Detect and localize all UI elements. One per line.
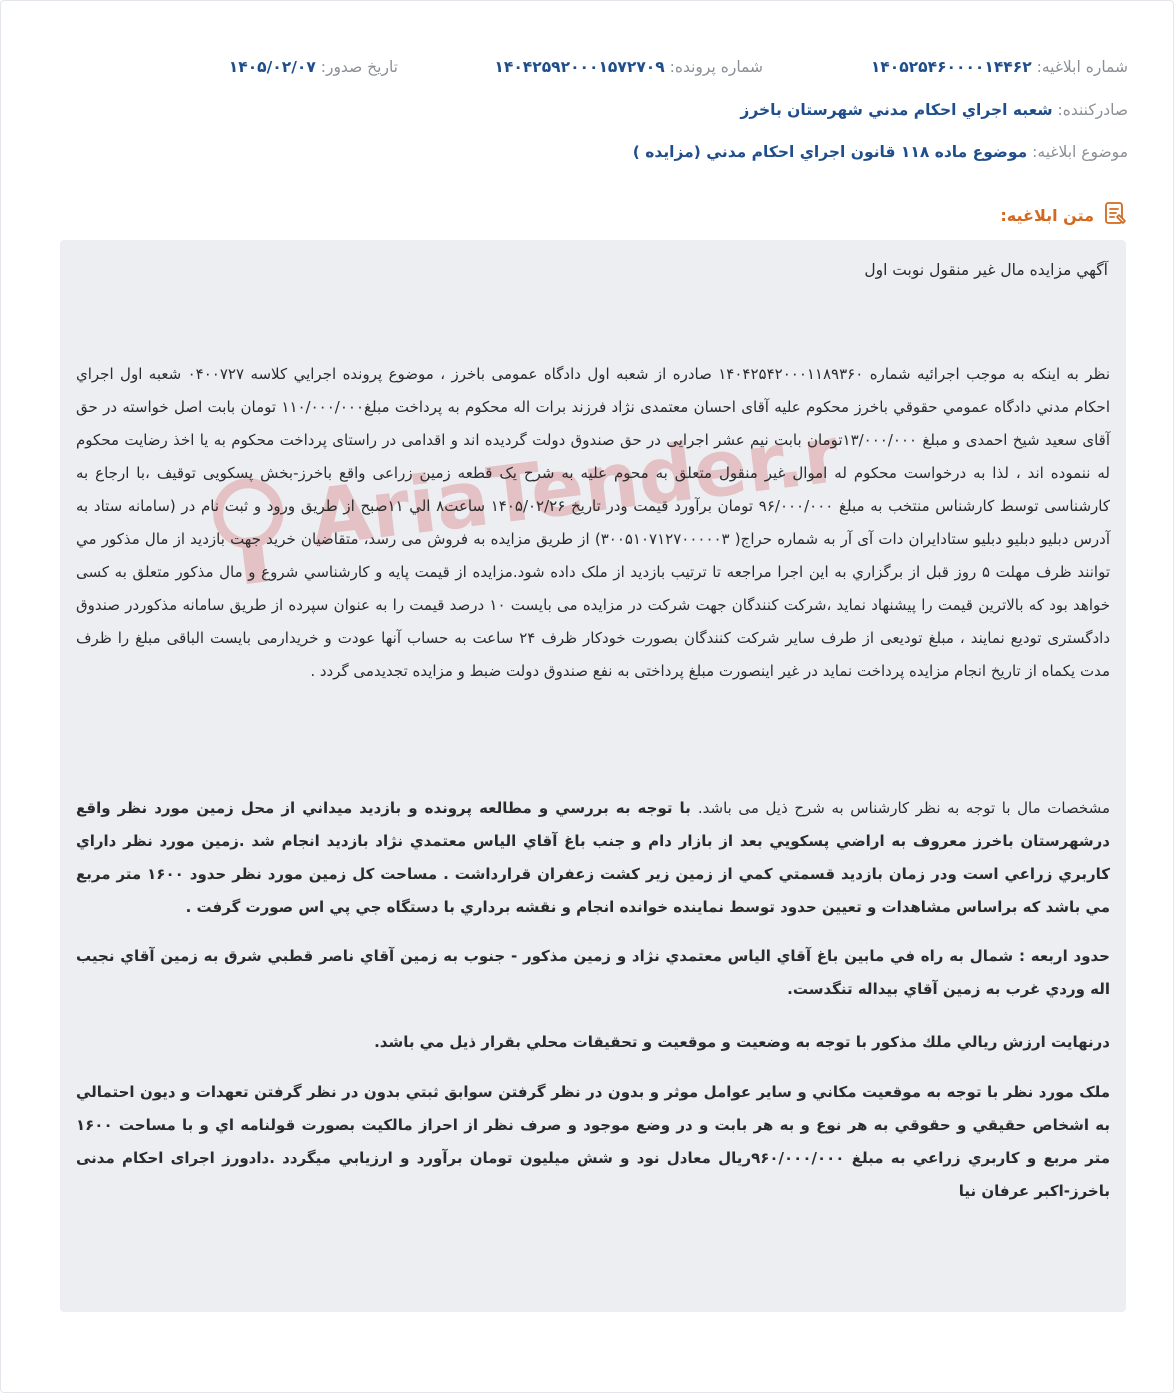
property-specs-intro: مشخصات مال با توجه به نظر کارشناس به شرح ذيل می باشد.: [697, 799, 1110, 817]
notice-text-heading: [1000, 200, 1128, 230]
notice-text-box: [60, 240, 1126, 1312]
section-title: متن ابلاغیه:: [1000, 205, 1094, 225]
notice-number: [871, 58, 1128, 76]
issue-date-label: تاریخ صدور:: [320, 58, 398, 76]
watermark-text: AriaTender.neT: [305, 394, 848, 565]
subject-value: موضوع ماده ۱۱۸ قانون اجراي احکام مدني (مزايده ): [632, 143, 1028, 161]
document-text-icon: [1102, 200, 1128, 230]
issuer: [740, 101, 1128, 119]
subject: [633, 143, 1128, 161]
paragraph-boundaries: حدود اربعه : شمال به راه في مابين باغ آقاي الياس معتمدي نژاد و زمين مذکور - جنوب به زمين آقاي ناصر قطبي شرق به زمين آقاي نجيب اله وردي غرب به زمين آقاي بيداله تنگدست.: [76, 947, 1110, 998]
issue-date-value: ۱۴۰۵/۰۲/۰۷: [228, 58, 316, 76]
paragraph-valuation-intro: درنهايت ارزش ريالي ملك مذكور با توجه به وضعيت و موقعيت و تحقيقات محلي بقرار ذيل مي باشد.: [374, 1033, 1110, 1051]
paragraph-property-specs: [76, 792, 1110, 924]
paragraph-auction-terms: نظر به اینکه به موجب اجرائیه شماره ۱۴۰۴۲۵۴۲۰۰۰۱۱۸۹۳۶۰ صادره از شعبه اول دادگاه عمومی باخرز ، موضوع پرونده اجرايي کلاسه ۰۴۰۰۷۲۷ شعبه اول اجراي احکام مدني دادگاه عمومي حقوقي باخرز محکوم علیه آقای احسان معتمدی نژاد فرزند برات اله محکوم به پرداخت مبلغ۱۱۰/۰۰۰/۰۰۰ تومان بابت اصل خواسته در حق آقای سعید شیخ احمدی و مبلغ ۱۳/۰۰۰/۰۰۰تومان بابت نیم عشر اجرایی در حق صندوق دولت گردیده اند و اقدامی در راستای پرداخت محکوم به یا اخذ رضایت محکوم له ننموده اند ، لذا به درخواست محکوم له اموال غیر منقول متعلق به محوم علیه به شرح یک قطعه زمین زراعی واقع باخرز-بخش پسکویی توقیف ،با ارجاع به کارشناسی توسط کارشناس منتخب به مبلغ ۹۶/۰۰۰/۰۰۰ تومان برآورد قیمت ودر تاریخ ۱۴۰۵/۰۲/۲۶ ساعت۸ الي ۱۱صبح از طريق ورود و ثبت نام در (سامانه ستاد به آدرس دبليو دبليو دبليو ستادايران دات آی آر به شماره حراج( ۳۰۰۵۱۰۷۱۲۷۰۰۰۰۰۳) از طريق مزايده به فروش می رسد، متقاضيان خريد جهت بازديد از مال مذکور مي توانند ظرف مهلت ۵ روز قبل از برگزاري به اين اجرا مراجعه تا ترتيب بازديد از ملک داده شود.مزايده از قيمت پايه و کارشناسي شروع و مال مذکور متعلق به کسی خواهد بود که بالاترين قيمت را پيشنهاد نمايد ،شرکت کنندگان جهت شرکت در مزايده می بايست ۱۰ درصد قيمت را به عنوان سپرده از طريق سامانه مذکوردر صندوق دادگستری توديع نمايند ، مبلغ توديعی از طرف ساير شرکت کنندگان بصورت خودکار ظرف ۲۴ ساعت به حساب آنها عودت و خريدارمی بايست الباقی مبلغ را ظرف مدت يکماه از تاريخ انجام مزايده پرداخت نمايد در غير اينصورت مبلغ پرداختی به نفع صندوق دولت ضبط و مزايده تجديدمی گردد .: [76, 365, 1111, 680]
case-number-label: شماره پرونده:: [669, 58, 763, 76]
issuer-value: شعبه اجراي احکام مدني شهرستان باخرز: [740, 101, 1053, 119]
subject-label: موضوع ابلاغیه:: [1032, 143, 1128, 161]
paragraph-valuation: ملک مورد نظر با توجه به موقعيت مکاني و ساير عوامل موثر و بدون در نظر گرفتن سوابق ثبتي بدون در نظر گرفتن تعهدات و ديون احتمالي به اشخاص حقيقي و حقوقي به هر نوع و به هر بابت و در وضع موجود و صرف نظر از احراز مالکيت بصورت قولنامه اي و با مساحت ۱۶۰۰ متر مربع و کاربري زراعي به مبلغ ۹۶۰/۰۰۰/۰۰۰ريال معادل نود و شش ميليون تومان برآورد و ارزيابي ميگردد .دادورز اجرای احکام مدنی باخرز-اکبر عرفان نیا: [76, 1083, 1110, 1200]
issuer-label: صادرکننده:: [1057, 101, 1128, 119]
issue-date: [229, 58, 398, 76]
case-number-value: ۱۴۰۴۲۵۹۲۰۰۰۱۵۷۲۷۰۹: [494, 58, 665, 76]
property-specs-details: با توجه به بررسي و مطالعه پرونده و بازديد ميداني از محل زمين مورد نظر واقع درشهرستان باخرز معروف به اراضي پسکويي بعد از بازار دام و جنب باغ آقاي الياس معتمدي نژاد بازديد انجام شد .زمين مورد نظر داراي کاربري زراعي است ودر زمان بازديد قسمتي کمي از زمين زير کشت زعفران قرارداشت . مساحت کل زمين مورد نظر حدود ۱۶۰۰ متر مربع مي باشد که براساس مشاهدات و تعيين حدود توسط نماينده خوانده انجام و نقشه برداري با دستگاه جي پي اس صورت گرفت .: [76, 799, 1110, 916]
case-number: [494, 58, 763, 76]
notice-number-value: ۱۴۰۵۲۵۴۶۰۰۰۰۱۴۴۶۲: [870, 58, 1032, 76]
ad-headline: آگهي مزايده مال غير منقول نوبت اول: [864, 261, 1108, 279]
notice-number-label: شماره ابلاغیه:: [1036, 58, 1128, 76]
